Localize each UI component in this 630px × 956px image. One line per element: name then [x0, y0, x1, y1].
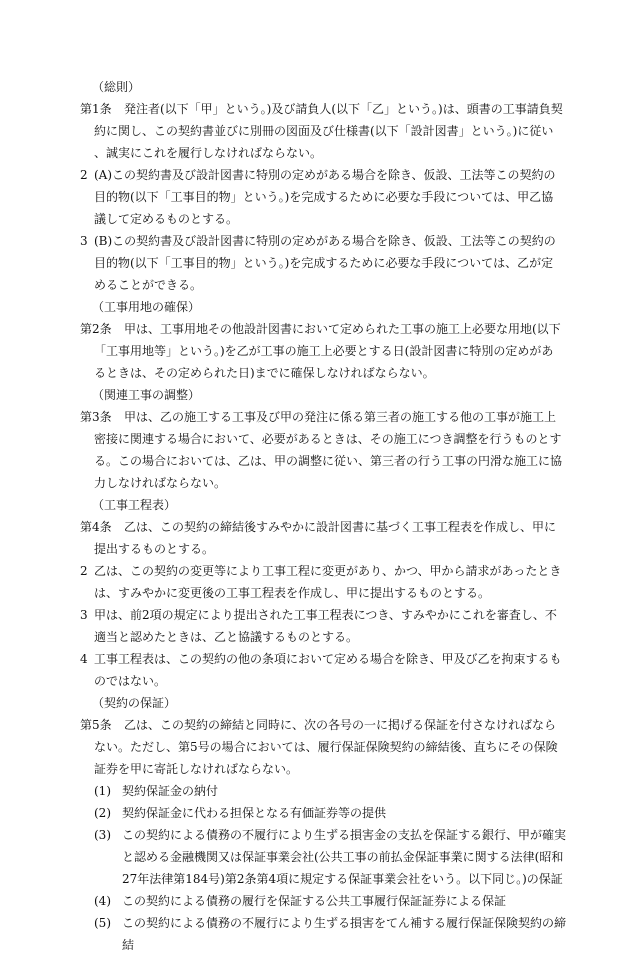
article-number: 第2条: [80, 322, 112, 336]
paragraph: [80, 648, 564, 692]
clause-text: 乙は、この契約の締結と同時に、次の各号の一に掲げる保証を付さなければならない。ただし、第5号の場合においては、履行保証保険契約の締結後、直ちにその保険証券を甲に寄託しなければならない。: [94, 718, 558, 776]
clause-text: 契約保証金の納付: [122, 784, 219, 798]
article-number: 第3条: [80, 410, 112, 424]
article-clause: [80, 318, 564, 384]
list-item: [94, 824, 570, 890]
section-heading: （契約の保証）: [92, 696, 177, 710]
clause-text: この契約による債務の不履行により生ずる損害金の支払を保証する銀行、甲が確実と認める金融機関又は保証事業会社(公共工事の前払金保証事業に関する法律(昭和27年法律第184号)第2条第4項に規定する保証事業会社をいう。以下同じ。)の保証: [122, 828, 567, 886]
clause-text: 工事工程表は、この契約の他の条項において定める場合を除き、甲及び乙を拘束するものではない。: [94, 652, 562, 688]
clause-text: この契約による債務の履行を保証する公共工事履行保証証券による保証: [122, 894, 507, 908]
clause-text: 乙は、この契約の締結後すみやかに設計図書に基づく工事工程表を作成し、甲に提出するものとする。: [94, 520, 557, 556]
paragraph-number: 4: [80, 652, 88, 666]
clause-text: 乙は、この契約の変更等により工事工程に変更があり、かつ、甲から請求があったときは、すみやかに変更後の工事工程表を作成し、甲に提出するものとする。: [94, 564, 562, 600]
contract-body: [0, 76, 630, 956]
paragraph: [80, 560, 564, 604]
paragraph-number: 2: [80, 564, 88, 578]
item-number: (5): [94, 916, 111, 930]
clause-text: 契約保証金に代わる担保となる有価証券等の提供: [122, 806, 387, 820]
article-clause: [80, 406, 564, 494]
article-clause: [80, 714, 564, 780]
paragraph: [80, 604, 564, 648]
clause-text: 甲は、乙の施工する工事及び甲の発注に係る第三者の施工する他の工事が施工上密接に関連する場合において、必要があるときは、その施工につき調整を行うものとする。この場合においては、乙は、甲の調整に従い、第三者の行う工事の円滑な施工に協力しなければならない。: [94, 410, 563, 490]
section-heading: （工事工程表）: [92, 498, 177, 512]
item-number: (4): [94, 894, 111, 908]
paragraph-number: 3: [80, 234, 88, 248]
item-number: (1): [94, 784, 111, 798]
list-item: [94, 780, 570, 802]
clause-text: (A)この契約書及び設計図書に特別の定めがある場合を除き、仮設、工法等この契約の目的物(以下「工事目的物」という。)を完成するために必要な手段については、甲乙協議して定めるものとする。: [94, 168, 556, 226]
item-number: (2): [94, 806, 111, 820]
clause-text: 甲は、工事用地その他設計図書において定められた工事の施工上必要な用地(以下「工事用地等」という。)を乙が工事の施工上必要とする日(設計図書に特別の定めがあるときは、その定められた日)までに確保しなければならない。: [94, 322, 561, 380]
section-heading: （総則）: [92, 80, 141, 94]
clause-text: この契約による債務の不履行により生ずる損害をてん補する履行保証保険契約の締結: [122, 916, 567, 952]
section-heading: （関連工事の調整）: [92, 388, 201, 402]
list-item: [94, 890, 570, 912]
article-clause: [80, 516, 564, 560]
paragraph: [80, 164, 564, 230]
list-item: [94, 802, 570, 824]
paragraph-number: 2: [80, 168, 88, 182]
article-clause: [80, 98, 564, 164]
article-number: 第4条: [80, 520, 112, 534]
paragraph: [80, 230, 564, 296]
clause-text: 発注者(以下「甲」という。)及び請負人(以下「乙」という。)は、頭書の工事請負契約に関し、この契約書並びに別冊の図面及び仕様書(以下「設計図書」という。)に従い、誠実にこれを履行しなければならない。: [94, 102, 563, 160]
section-heading: （工事用地の確保）: [92, 300, 201, 314]
item-number: (3): [94, 828, 111, 842]
clause-text: 甲は、前2項の規定により提出された工事工程表につき、すみやかにこれを審査し、不適当と認めたときは、乙と協議するものとする。: [94, 608, 557, 644]
clause-text: (B)この契約書及び設計図書に特別の定めがある場合を除き、仮設、工法等この契約の目的物(以下「工事目的物」という。)を完成するために必要な手段については、乙が定めることができる。: [94, 234, 556, 292]
article-number: 第1条: [80, 102, 112, 116]
article-number: 第5条: [80, 718, 112, 732]
list-item: [94, 912, 570, 956]
paragraph-number: 3: [80, 608, 88, 622]
